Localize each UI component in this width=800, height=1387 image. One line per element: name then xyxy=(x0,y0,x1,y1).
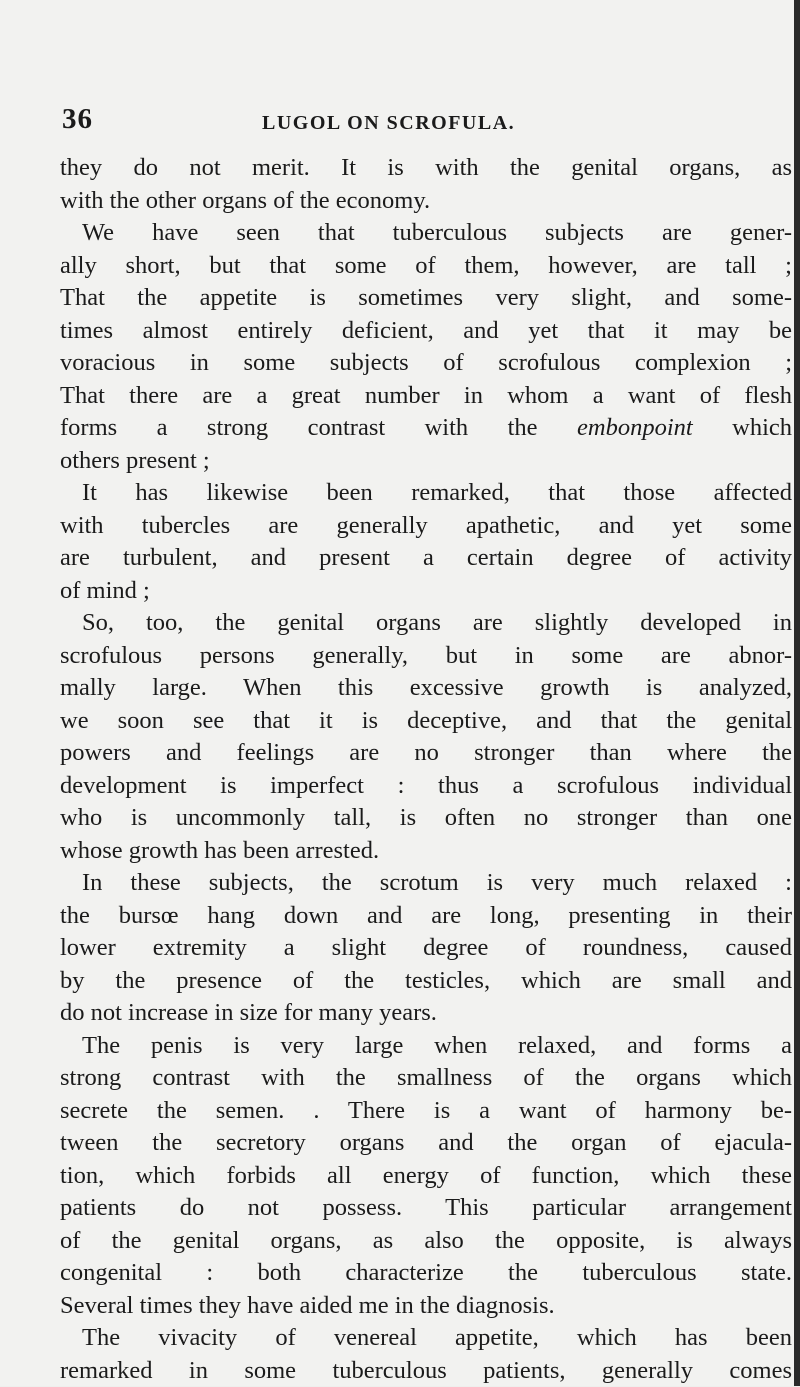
line-text: with the other organs of the economy. xyxy=(60,187,430,214)
line-text: So, too, the genital organs are slightly developed in xyxy=(82,609,792,636)
line-text: of the genital organs, as also the opposite, is always xyxy=(60,1227,792,1254)
text-line xyxy=(60,380,792,413)
line-text: tween the secretory organs and the organ of ejacula- xyxy=(60,1129,792,1156)
text-line xyxy=(60,802,792,835)
line-text: they do not merit. It is with the genital organs, as xyxy=(60,154,792,181)
text-line xyxy=(60,835,792,868)
text-line xyxy=(60,1095,792,1128)
text-line xyxy=(60,282,792,315)
text-line xyxy=(60,1062,792,1095)
text-line xyxy=(60,477,792,510)
page-edge-shadow xyxy=(794,0,800,1386)
line-text: lower extremity a slight degree of roundness, caused xyxy=(60,934,792,961)
line-text-continued: which xyxy=(693,414,792,441)
line-text: ally short, but that some of them, however, are tall ; xyxy=(60,252,792,279)
line-text: patients do not possess. This particular arrangement xyxy=(60,1194,792,1221)
text-line xyxy=(60,965,792,998)
text-line xyxy=(60,607,792,640)
text-line xyxy=(60,1290,792,1323)
line-text: of mind ; xyxy=(60,577,150,604)
text-line xyxy=(60,1322,792,1355)
text-line xyxy=(60,412,792,445)
text-line xyxy=(60,867,792,900)
line-text: strong contrast with the smallness of the organs which xyxy=(60,1064,792,1091)
body-text xyxy=(60,152,792,1387)
text-line xyxy=(60,1030,792,1063)
line-text: tion, which forbids all energy of function, which these xyxy=(60,1162,792,1189)
text-line xyxy=(60,315,792,348)
line-text: congenital : both characterize the tuberculous state. xyxy=(60,1259,792,1286)
line-text: times almost entirely deficient, and yet that it may be xyxy=(60,317,792,344)
line-text: do not increase in size for many years. xyxy=(60,999,437,1026)
italic-term: embonpoint xyxy=(577,414,693,441)
text-line xyxy=(60,770,792,803)
text-line xyxy=(60,185,792,218)
page-header xyxy=(0,103,800,143)
text-line xyxy=(60,575,792,608)
text-line xyxy=(60,1160,792,1193)
line-text: by the presence of the testicles, which are small and xyxy=(60,967,792,994)
text-line xyxy=(60,640,792,673)
text-line xyxy=(60,997,792,1030)
line-text: That there are a great number in whom a want of flesh xyxy=(60,382,792,409)
line-text: The penis is very large when relaxed, and forms a xyxy=(82,1032,792,1059)
text-line xyxy=(60,250,792,283)
line-text: We have seen that tuberculous subjects are gener- xyxy=(82,219,792,246)
line-text: forms a strong contrast with the xyxy=(60,414,577,441)
text-line xyxy=(60,705,792,738)
line-text: Several times they have aided me in the diagnosis. xyxy=(60,1292,555,1319)
text-line xyxy=(60,510,792,543)
line-text: The vivacity of venereal appetite, which has been xyxy=(82,1324,792,1351)
text-line xyxy=(60,737,792,770)
line-text: powers and feelings are no stronger than where the xyxy=(60,739,792,766)
line-text: That the appetite is sometimes very slight, and some- xyxy=(60,284,792,311)
text-line xyxy=(60,1225,792,1258)
text-line xyxy=(60,347,792,380)
text-line xyxy=(60,900,792,933)
line-text: we soon see that it is deceptive, and that the genital xyxy=(60,707,792,734)
line-text: who is uncommonly tall, is often no stronger than one xyxy=(60,804,792,831)
line-text: are turbulent, and present a certain degree of activity xyxy=(60,544,792,571)
line-text: with tubercles are generally apathetic, and yet some xyxy=(60,512,792,539)
line-text: scrofulous persons generally, but in some are abnor- xyxy=(60,642,792,669)
line-text: voracious in some subjects of scrofulous complexion ; xyxy=(60,349,792,376)
line-text: remarked in some tuberculous patients, generally comes xyxy=(60,1357,792,1384)
line-text: mally large. When this excessive growth is analyzed, xyxy=(60,674,792,701)
page-number: 36 xyxy=(62,103,93,136)
text-line xyxy=(60,672,792,705)
line-text: secrete the semen. . There is a want of harmony be- xyxy=(60,1097,792,1124)
line-text: In these subjects, the scrotum is very much relaxed : xyxy=(82,869,792,896)
text-line xyxy=(60,1192,792,1225)
line-text: whose growth has been arrested. xyxy=(60,837,379,864)
line-text: the bursœ hang down and are long, presenting in their xyxy=(60,902,792,929)
text-line xyxy=(60,932,792,965)
text-line xyxy=(60,152,792,185)
text-line xyxy=(60,217,792,250)
text-line xyxy=(60,1355,792,1387)
text-line xyxy=(60,542,792,575)
text-line xyxy=(60,445,792,478)
text-line xyxy=(60,1127,792,1160)
line-text: It has likewise been remarked, that those affected xyxy=(82,479,792,506)
line-text: others present ; xyxy=(60,447,210,474)
line-text: development is imperfect : thus a scrofulous individual xyxy=(60,772,792,799)
text-line xyxy=(60,1257,792,1290)
running-head: LUGOL ON SCROFULA. xyxy=(262,112,515,135)
